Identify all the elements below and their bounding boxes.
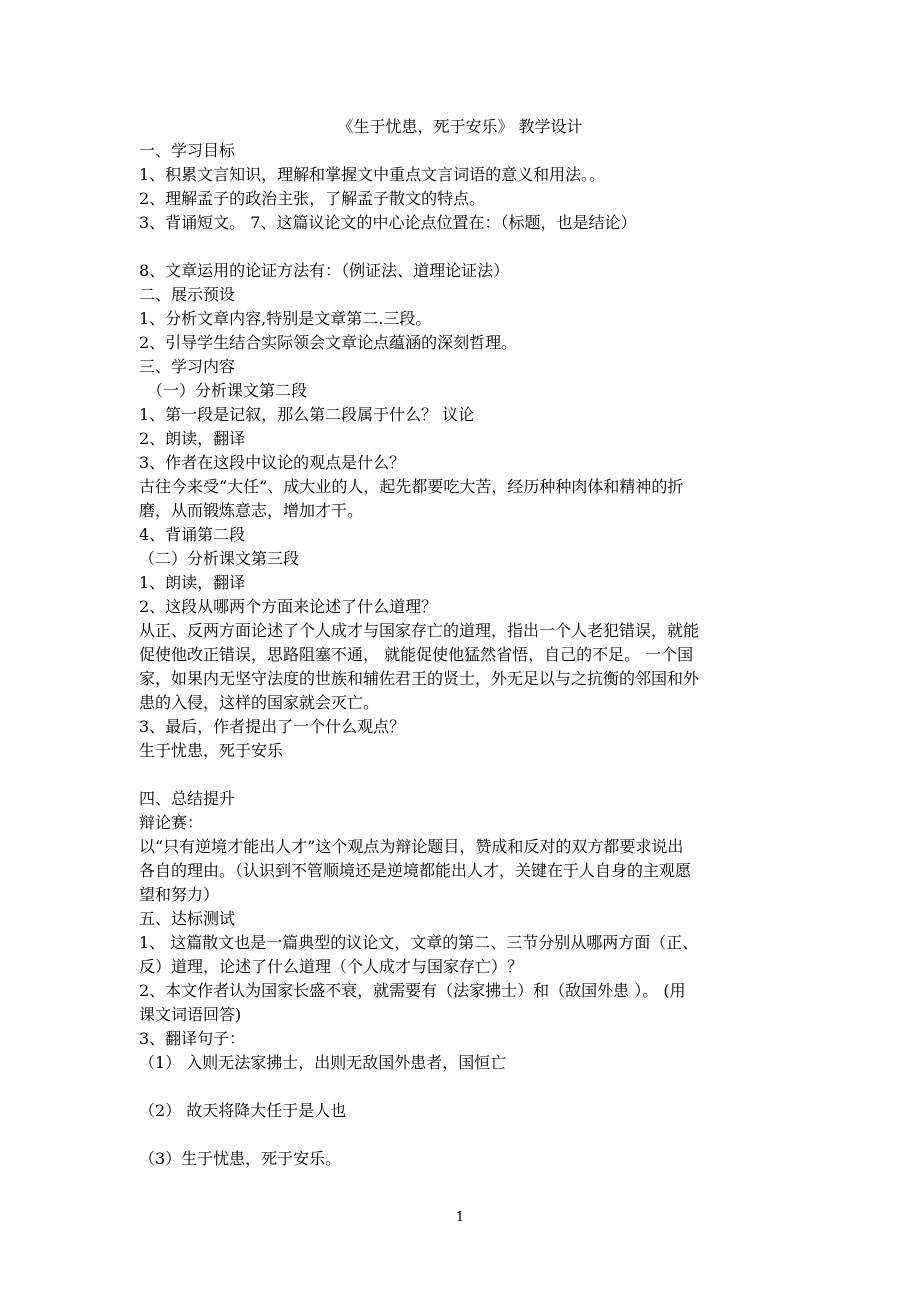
text-line: （2） 故天将降大任于是人也 xyxy=(139,1101,347,1120)
text-line: 促使他改正错误，思路阻塞不通， 就能促使他猛然省悟，自己的不足。 一个国 xyxy=(139,645,694,664)
text-line: 望和努力） xyxy=(139,885,220,904)
text-line: 3、最后，作者提出了一个什么观点？ xyxy=(139,717,406,736)
text-line: 1、第一段是记叙，那么第二段属于什么？ 议论 xyxy=(139,405,475,424)
text-line: 生于忧患，死于安乐 xyxy=(139,741,284,760)
text-line: 反）道理，论述了什么道理（个人成才与国家存亡）？ xyxy=(139,957,524,976)
text-line: 古往今来受“大任”、成大业的人，起先都要吃大苦，经历种种肉体和精神的折 xyxy=(139,477,684,496)
page-number: 1 xyxy=(455,1210,465,1225)
text-line: 2、朗读，翻译 xyxy=(139,429,246,448)
text-line: 3、作者在这段中议论的观点是什么？ xyxy=(139,453,406,472)
section-heading-test: 五、达标测试 xyxy=(139,909,236,928)
text-line: （1） 入则无法家拂士，出则无敌国外患者，国恒亡 xyxy=(139,1053,507,1072)
text-line: 患的入侵，这样的国家就会灭亡。 xyxy=(139,693,380,712)
subsection-heading: （一）分析课文第二段 xyxy=(147,381,308,400)
text-line: 2、理解孟子的政治主张，了解孟子散文的特点。 xyxy=(139,189,486,208)
section-heading-objectives: 一、学习目标 xyxy=(139,141,236,160)
text-line: （3）生于忧患，死于安乐。 xyxy=(139,1149,342,1168)
section-heading-content: 三、学习内容 xyxy=(139,357,236,376)
text-line: 4、背诵第二段 xyxy=(139,525,246,544)
text-line: 3、背诵短文。 7、这篇议论文的中心论点位置在：（标题，也是结论） xyxy=(139,213,637,232)
text-line: 各自的理由。（认识到不管顺境还是逆境都能出人才，关键在于人自身的主观愿 xyxy=(139,861,692,880)
section-heading-summary: 四、总结提升 xyxy=(139,789,236,808)
text-line: 从正、反两方面论述了个人成才与国家存亡的道理，指出一个人老犯错误，就能 xyxy=(139,621,700,640)
text-line: 辩论赛： xyxy=(139,813,204,832)
text-line: 1、分析文章内容,特别是文章第二.三段。 xyxy=(139,309,432,328)
text-line: 家，如果内无坚守法度的世族和辅佐君王的贤士，外无足以与之抗衡的邻国和外 xyxy=(139,669,700,688)
text-line: 8、文章运用的论证方法有：（例证法、道理论证法） xyxy=(139,261,510,280)
text-line: 3、翻译句子： xyxy=(139,1029,246,1048)
text-line: 2、引导学生结合实际领会文章论点蕴涵的深刻哲理。 xyxy=(139,333,518,352)
text-line: 1、 这篇散文也是一篇典型的议论文，文章的第二、三节分别从哪两方面（正、 xyxy=(139,933,699,952)
section-heading-preview: 二、展示预设 xyxy=(139,285,236,304)
text-line: 2、这段从哪两个方面来论述了什么道理？ xyxy=(139,597,438,616)
text-line: 1、积累文言知识，理解和掌握文中重点文言词语的意义和用法。。 xyxy=(139,165,606,184)
text-line: 1、朗读，翻译 xyxy=(139,573,246,592)
subsection-heading: （二）分析课文第三段 xyxy=(139,549,300,568)
text-line: 磨，从而锻炼意志，增加才干。 xyxy=(139,501,364,520)
text-line: 以“只有逆境才能出人才”这个观点为辩论题目，赞成和反对的双方都要求说出 xyxy=(139,837,684,856)
text-line: 2、本文作者认为国家长盛不衰，就需要有（法家拂士）和（敌国外患 ）。 (用 xyxy=(139,981,686,1000)
text-line: 课文词语回答) xyxy=(139,1005,242,1024)
document-title: 《生于忧患，死于安乐》 教学设计 xyxy=(337,117,583,136)
